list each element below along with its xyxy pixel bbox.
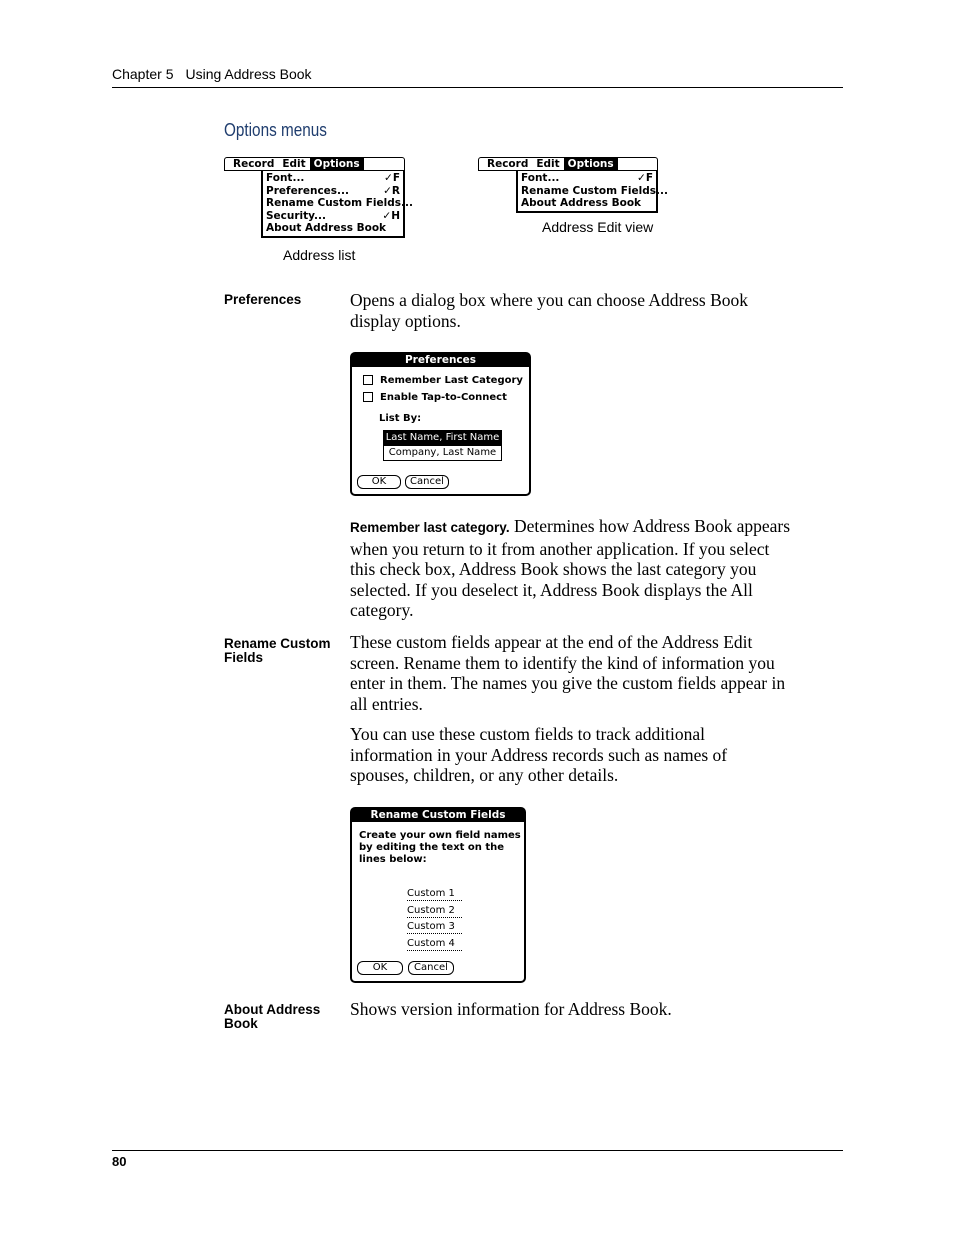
menu-item-rename: Rename Custom Fields... — [521, 184, 668, 197]
running-header — [112, 66, 312, 82]
about-description: Shows version information for Address Book. — [350, 999, 672, 1019]
menu-item-preferences: Preferences... ✓R — [266, 184, 400, 197]
rename-dialog — [350, 807, 526, 983]
rename-instructions: Create your own field names by editing the text on the lines below: — [359, 830, 521, 865]
dialog-title: Rename Custom Fields — [352, 809, 524, 822]
footer-rule — [112, 1150, 843, 1151]
remember-text: Determines how Address Book appears when you return to it from another application. If you select this check box, Address Book shows the last category you selected. If you deselect it, Address Book displays the All category. — [350, 516, 791, 620]
header-rule — [112, 87, 843, 88]
ok-button[interactable]: OK — [357, 961, 403, 975]
menu-item-font: Font... ✓F — [266, 172, 400, 184]
section-title: Options menus — [224, 120, 327, 140]
list-by-label: List By: — [379, 413, 422, 424]
menu-options: Options — [310, 158, 364, 171]
preferences-description: Opens a dialog box where you can choose Address Book display options. — [350, 290, 749, 331]
term-preferences: Preferences — [224, 292, 302, 307]
page-number: 80 — [112, 1154, 127, 1169]
address-list-menu — [224, 157, 413, 238]
custom-field-3[interactable]: Custom 3 — [407, 921, 462, 934]
menu-item-about: About Address Book — [266, 222, 387, 234]
chapter-title: Using Address Book — [185, 66, 312, 82]
custom-field-2[interactable]: Custom 2 — [407, 905, 462, 918]
address-list-caption: Address list — [283, 247, 356, 263]
menu-item-rename: Rename Custom Fields... — [266, 197, 413, 209]
address-edit-menu — [478, 157, 668, 213]
menu-bar — [478, 157, 658, 171]
dialog-title: Preferences — [352, 354, 529, 367]
menu-edit: Edit — [536, 157, 560, 170]
cancel-button[interactable]: Cancel — [408, 961, 454, 975]
ok-button[interactable]: OK — [357, 475, 401, 489]
menu-record: Record — [233, 157, 275, 170]
menu-bar — [224, 157, 405, 171]
option-company-last[interactable]: Company, Last Name — [384, 445, 501, 460]
checkbox-tap-to-connect[interactable]: Enable Tap-to-Connect — [363, 392, 507, 403]
chapter-label: Chapter 5 — [112, 66, 174, 82]
cancel-button[interactable]: Cancel — [405, 475, 449, 489]
remember-lead: Remember last category. — [350, 520, 510, 535]
checkbox-icon[interactable] — [363, 375, 373, 385]
menu-edit: Edit — [282, 157, 306, 170]
options-dropdown — [261, 171, 413, 238]
menu-item-security: Security... ✓H — [266, 209, 400, 222]
checkbox-remember[interactable]: Remember Last Category — [363, 375, 523, 386]
menu-record: Record — [487, 157, 529, 170]
custom-field-4[interactable]: Custom 4 — [407, 938, 462, 951]
checkbox-icon[interactable] — [363, 392, 373, 402]
custom-field-list — [407, 881, 462, 947]
menu-options: Options — [564, 158, 618, 171]
address-edit-caption: Address Edit view — [542, 219, 654, 235]
custom-field-1[interactable]: Custom 1 — [407, 888, 462, 901]
options-dropdown — [516, 171, 668, 213]
option-last-first[interactable]: Last Name, First Name — [385, 432, 500, 443]
menu-item-font: Font... ✓F — [521, 172, 653, 184]
list-by-options — [383, 430, 502, 461]
term-rename-custom-fields: Rename Custom Fields — [224, 636, 331, 665]
preferences-dialog — [350, 352, 531, 496]
menu-item-about: About Address Book — [521, 197, 642, 209]
rename-paragraph-2: You can use these custom fields to track additional information in your Address records such as names of spouses, children, or any other details. — [350, 724, 728, 785]
remember-paragraph — [350, 516, 790, 621]
term-about-address-book: About Address Book — [224, 1002, 321, 1031]
rename-paragraph-1: These custom fields appear at the end of the Address Edit screen. Rename them to identify the kind of information you enter in them. The names you give the custom fields appear in all entries. — [350, 632, 786, 714]
